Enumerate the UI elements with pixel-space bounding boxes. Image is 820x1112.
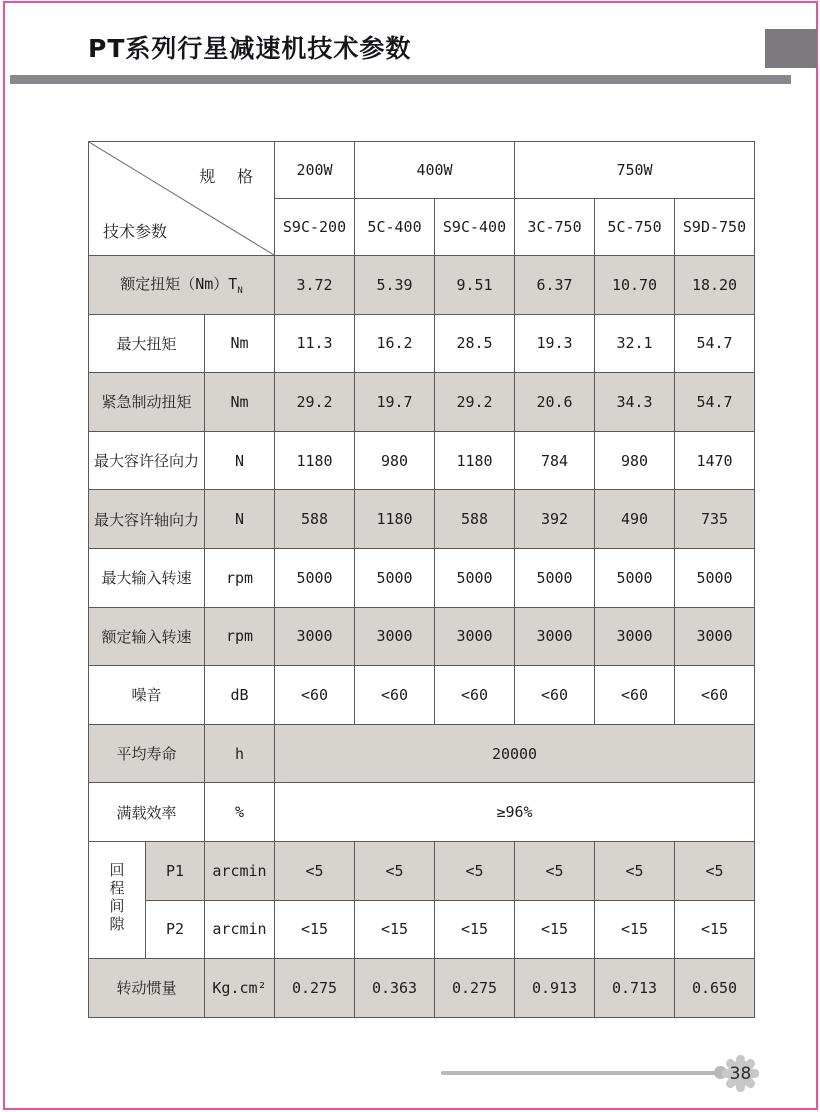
value-cell: <15	[595, 900, 675, 959]
row-label: 最大扭矩	[89, 314, 205, 373]
value-cell: <15	[675, 900, 755, 959]
row-axial-force	[89, 490, 755, 549]
unit-cell: dB	[205, 666, 275, 725]
value-cell: 0.363	[355, 959, 435, 1018]
value-cell: 980	[355, 431, 435, 490]
value-cell: 5.39	[355, 256, 435, 315]
unit-cell: N	[205, 490, 275, 549]
unit-cell: arcmin	[205, 841, 275, 900]
merged-value-cell: ≥96%	[275, 783, 755, 842]
unit-cell: N	[205, 431, 275, 490]
row-max-torque	[89, 314, 755, 373]
unit-cell: Nm	[205, 373, 275, 432]
unit-cell: %	[205, 783, 275, 842]
value-cell: <60	[595, 666, 675, 725]
header-row-power	[89, 142, 755, 199]
merged-value-cell: 20000	[275, 724, 755, 783]
unit-cell: rpm	[205, 607, 275, 666]
value-cell: 3.72	[275, 256, 355, 315]
value-cell: 16.2	[355, 314, 435, 373]
value-cell: 29.2	[275, 373, 355, 432]
row-label	[89, 256, 275, 315]
value-cell: 18.20	[675, 256, 755, 315]
row-radial-force	[89, 431, 755, 490]
row-average-life	[89, 724, 755, 783]
value-cell: 1470	[675, 431, 755, 490]
model-cell: 5C-400	[355, 199, 435, 256]
model-cell: S9D-750	[675, 199, 755, 256]
value-cell: 0.913	[515, 959, 595, 1018]
power-group-400w: 400W	[355, 142, 515, 199]
value-cell: 29.2	[435, 373, 515, 432]
value-cell: <15	[275, 900, 355, 959]
value-cell: 784	[515, 431, 595, 490]
value-cell: <60	[275, 666, 355, 725]
value-cell: 490	[595, 490, 675, 549]
value-cell: <60	[355, 666, 435, 725]
value-cell: <60	[515, 666, 595, 725]
value-cell: 5000	[435, 548, 515, 607]
footer-rule	[441, 1071, 722, 1075]
value-cell: 1180	[275, 431, 355, 490]
row-label-subscript: N	[237, 286, 243, 297]
value-cell: 735	[675, 490, 755, 549]
row-label: 紧急制动扭矩	[89, 373, 205, 432]
value-cell: <15	[435, 900, 515, 959]
row-label: P1	[146, 841, 205, 900]
row-label: 额定输入转速	[89, 607, 205, 666]
value-cell: <5	[515, 841, 595, 900]
row-brake-torque	[89, 373, 755, 432]
row-rotary-inertia	[89, 959, 755, 1018]
value-cell: 5000	[355, 548, 435, 607]
row-label: 最大输入转速	[89, 548, 205, 607]
value-cell: 3000	[595, 607, 675, 666]
corner-label-params: 技术参数	[103, 222, 168, 241]
spec-table	[88, 141, 755, 1018]
value-cell: 3000	[275, 607, 355, 666]
row-label: 平均寿命	[89, 724, 205, 783]
value-cell: 0.650	[675, 959, 755, 1018]
value-cell: 1180	[355, 490, 435, 549]
value-cell: 19.3	[515, 314, 595, 373]
value-cell: <5	[595, 841, 675, 900]
unit-cell: Nm	[205, 314, 275, 373]
corner-cell	[89, 142, 275, 256]
value-cell: 588	[275, 490, 355, 549]
value-cell: 34.3	[595, 373, 675, 432]
value-cell: <60	[435, 666, 515, 725]
value-cell: 28.5	[435, 314, 515, 373]
value-cell: 6.37	[515, 256, 595, 315]
model-cell: 3C-750	[515, 199, 595, 256]
backlash-group-label-text: 回程间隙	[107, 862, 126, 935]
value-cell: <5	[355, 841, 435, 900]
value-cell: 54.7	[675, 314, 755, 373]
header-corner-block	[765, 29, 817, 68]
row-rated-torque	[89, 256, 755, 315]
row-max-input-speed	[89, 548, 755, 607]
value-cell: 54.7	[675, 373, 755, 432]
value-cell: 20.6	[515, 373, 595, 432]
model-cell: 5C-750	[595, 199, 675, 256]
row-label-text: 额定扭矩（Nm）T	[120, 275, 238, 294]
value-cell: 0.275	[435, 959, 515, 1018]
value-cell: 3000	[435, 607, 515, 666]
unit-cell: Kg.cm²	[205, 959, 275, 1018]
row-label: 噪音	[89, 666, 205, 725]
value-cell: <5	[435, 841, 515, 900]
unit-cell: arcmin	[205, 900, 275, 959]
value-cell: 0.275	[275, 959, 355, 1018]
value-cell: <5	[275, 841, 355, 900]
value-cell: 1180	[435, 431, 515, 490]
value-cell: 9.51	[435, 256, 515, 315]
value-cell: 5000	[275, 548, 355, 607]
value-cell: 5000	[515, 548, 595, 607]
value-cell: <60	[675, 666, 755, 725]
row-noise	[89, 666, 755, 725]
value-cell: <15	[515, 900, 595, 959]
row-backlash-p1	[89, 841, 755, 900]
page-number: 38	[729, 1063, 752, 1084]
value-cell: 980	[595, 431, 675, 490]
backlash-group-label	[89, 841, 146, 958]
value-cell: 32.1	[595, 314, 675, 373]
model-cell: S9C-200	[275, 199, 355, 256]
corner-label-spec: 规 格	[199, 167, 260, 186]
value-cell: <15	[355, 900, 435, 959]
page-title: PT系列行星减速机技术参数	[88, 34, 412, 63]
value-cell: 10.70	[595, 256, 675, 315]
value-cell: 5000	[675, 548, 755, 607]
power-group-750w: 750W	[515, 142, 755, 199]
model-cell: S9C-400	[435, 199, 515, 256]
row-label: P2	[146, 900, 205, 959]
power-group-200w: 200W	[275, 142, 355, 199]
row-label: 满载效率	[89, 783, 205, 842]
row-label: 最大容许径向力	[89, 431, 205, 490]
value-cell: 588	[435, 490, 515, 549]
unit-cell: h	[205, 724, 275, 783]
row-backlash-p2	[89, 900, 755, 959]
value-cell: 19.7	[355, 373, 435, 432]
value-cell: 5000	[595, 548, 675, 607]
value-cell: <5	[675, 841, 755, 900]
unit-cell: rpm	[205, 548, 275, 607]
row-rated-input-speed	[89, 607, 755, 666]
value-cell: 11.3	[275, 314, 355, 373]
value-cell: 392	[515, 490, 595, 549]
row-label: 转动惯量	[89, 959, 205, 1018]
value-cell: 3000	[515, 607, 595, 666]
value-cell: 0.713	[595, 959, 675, 1018]
title-underline-bar	[10, 75, 791, 84]
row-label: 最大容许轴向力	[89, 490, 205, 549]
row-efficiency	[89, 783, 755, 842]
value-cell: 3000	[675, 607, 755, 666]
value-cell: 3000	[355, 607, 435, 666]
